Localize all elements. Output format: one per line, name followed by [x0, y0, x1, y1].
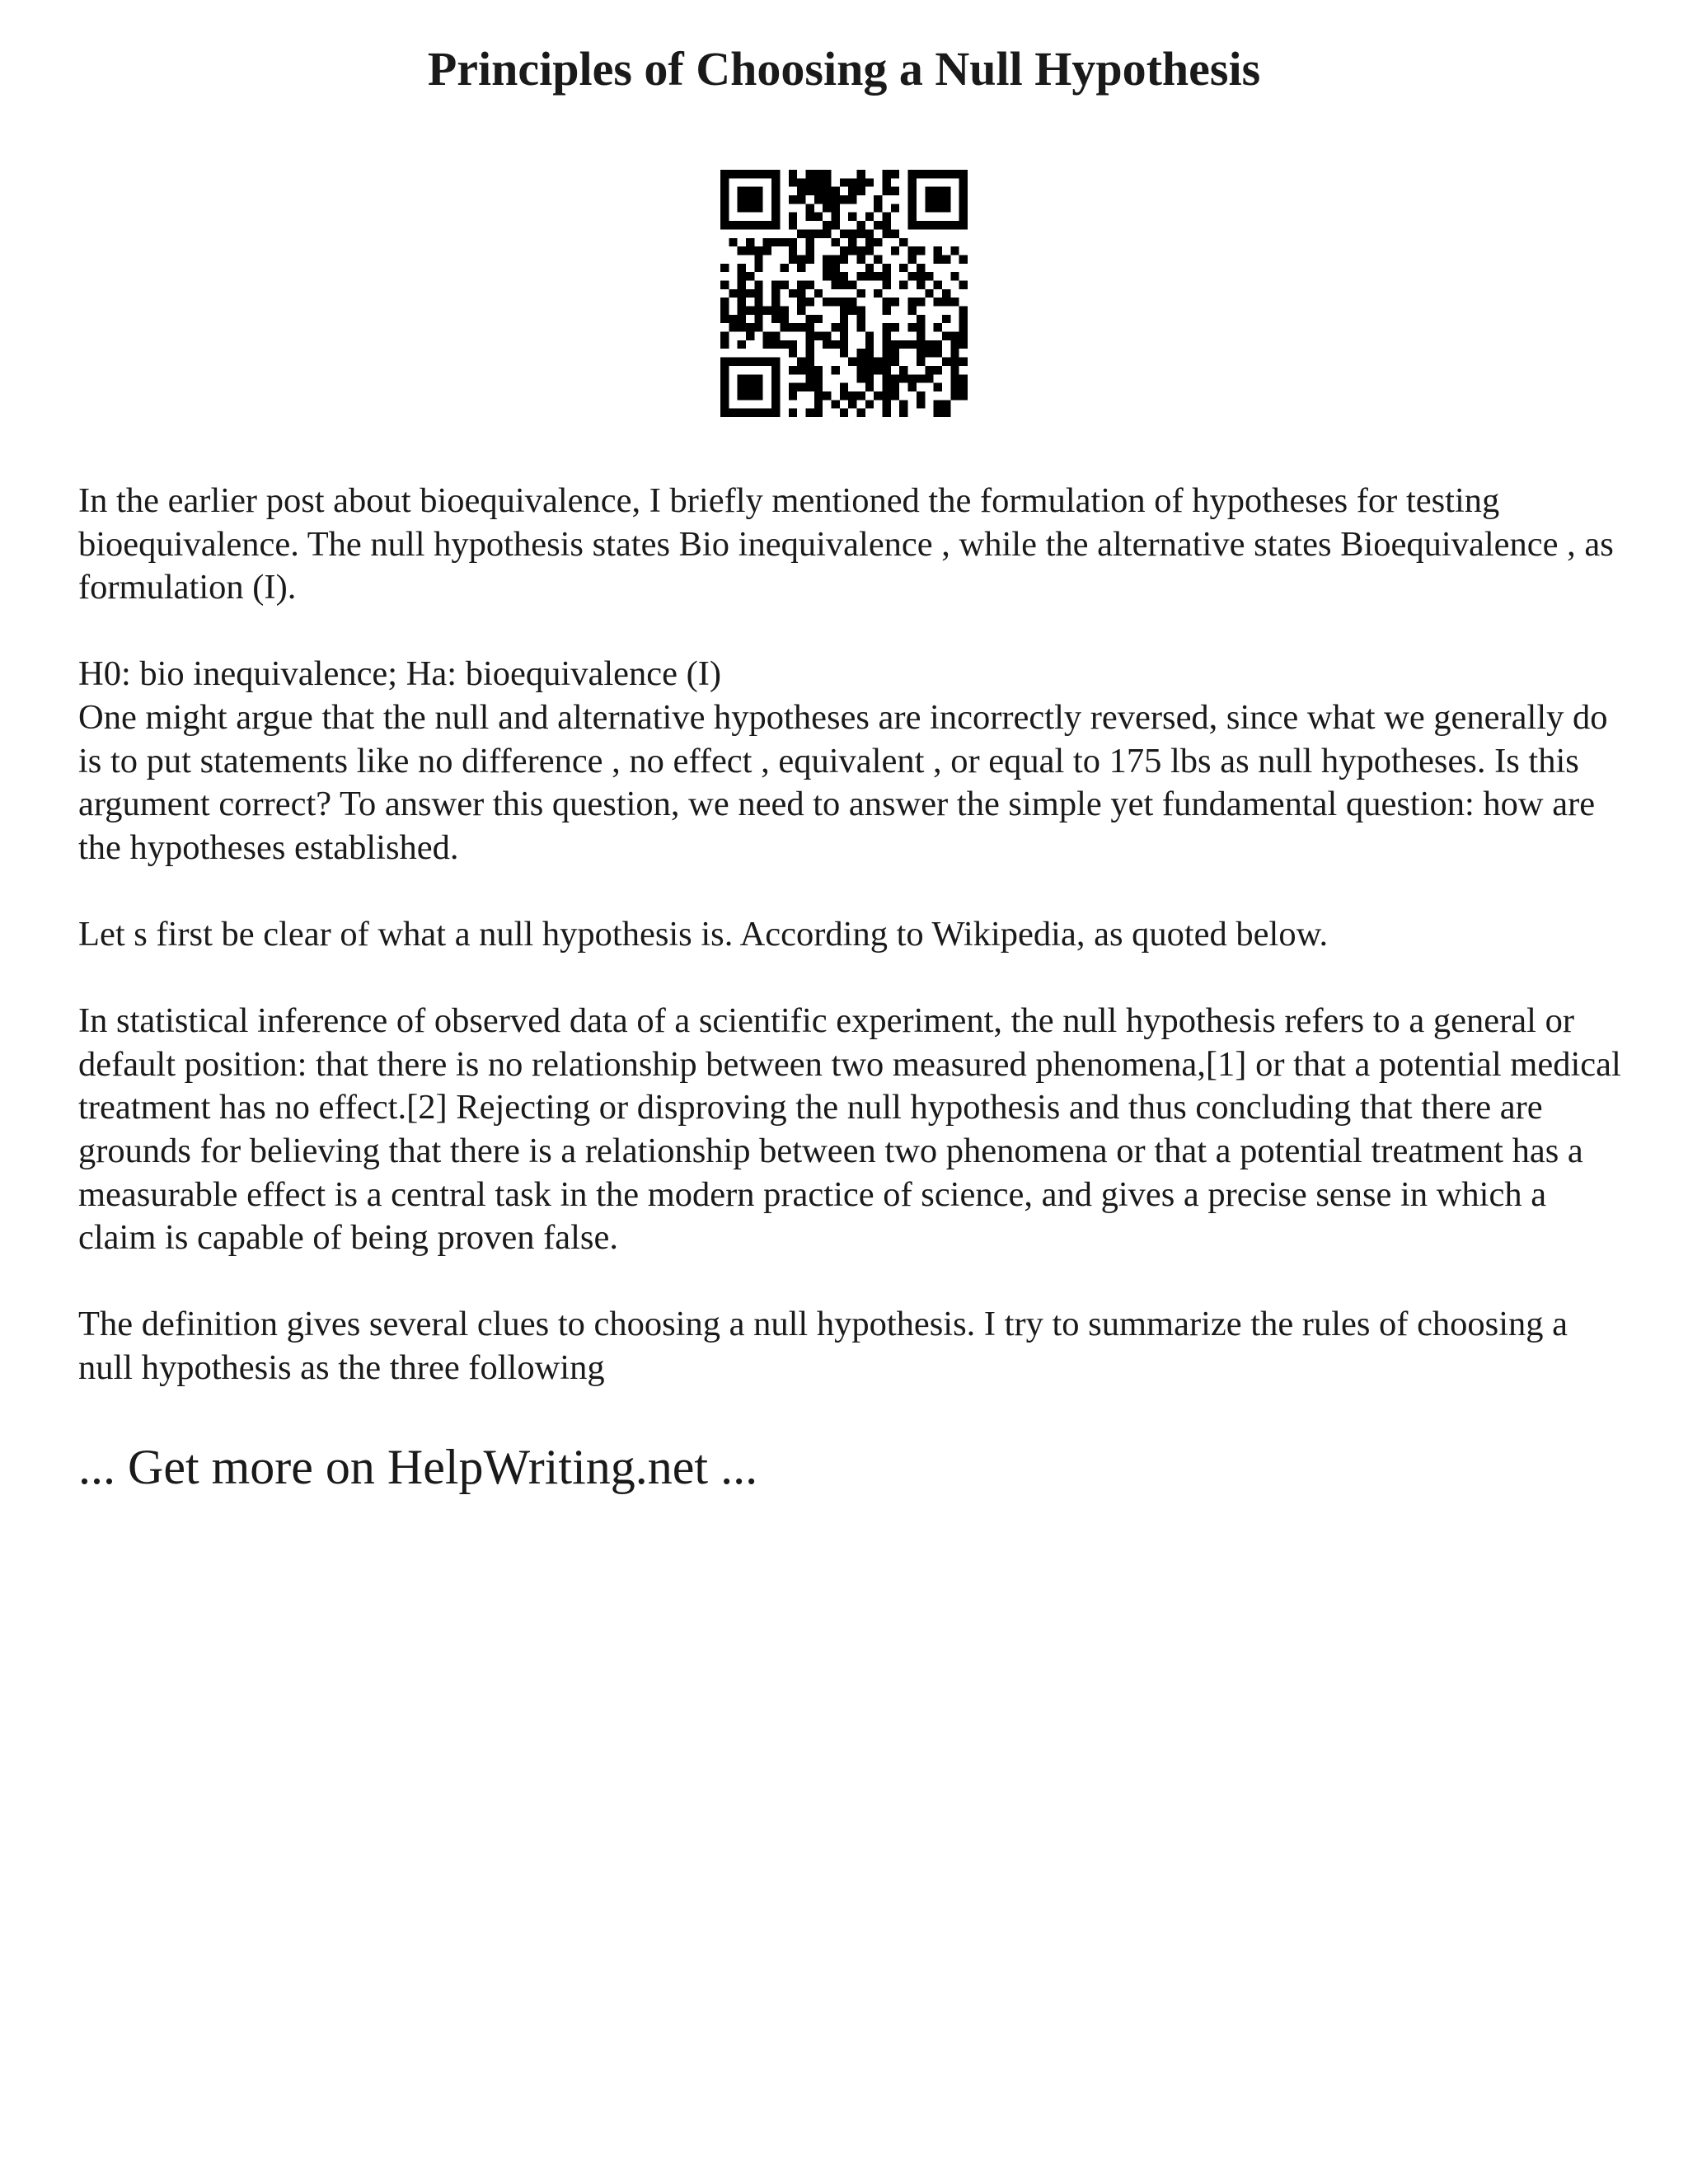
qr-code-icon — [720, 170, 968, 417]
paragraph-argument: One might argue that the null and alternative hypotheses are incorrectly reversed, since what we generally do is to put statements like no difference , no effect , equivalent , or equal to 175 lbs as null hypotheses. Is this argument correct? To answer this question, we need to answer the simple yet fundamental question: how are the hypotheses established. — [78, 697, 1608, 867]
article-body — [78, 480, 1628, 1390]
paragraph-hypothesis-formula: H0: bio inequivalence; Ha: bioequivalence (I) — [78, 654, 722, 694]
paragraph-wikipedia-quote: In statistical inference of observed data of a scientific experiment, the null hypothesis refers to a general or default position: that there is no relationship between two measured phenomena,[1] or that a potential medical treatment has no effect.[2] Rejecting or disproving the null hypothesis and thus concluding that there are grounds for believing that there is a relationship between two phenomena or that a potential treatment has a measurable effect is a central task in the modern practice of science, and gives a precise sense in which a claim is capable of being proven false. — [78, 1001, 1621, 1258]
paragraph-intro: In the earlier post about bioequivalence, I briefly mentioned the formulation of hypotheses for testing bioequivalence. The null hypothesis states Bio inequivalence , while the alternative states Bioequivalence , as formulation (I). — [78, 481, 1614, 607]
paragraph-definition-lead: Let s first be clear of what a null hypothesis is. According to Wikipedia, as quoted below. — [78, 914, 1329, 954]
paragraph-rules-lead: The definition gives several clues to choosing a null hypothesis. I try to summarize the rules of choosing a null hypothesis as the three following — [78, 1305, 1568, 1387]
get-more-link[interactable]: ... Get more on HelpWriting.net ... — [78, 1440, 758, 1494]
page-title: Principles of Choosing a Null Hypothesis — [427, 42, 1261, 96]
